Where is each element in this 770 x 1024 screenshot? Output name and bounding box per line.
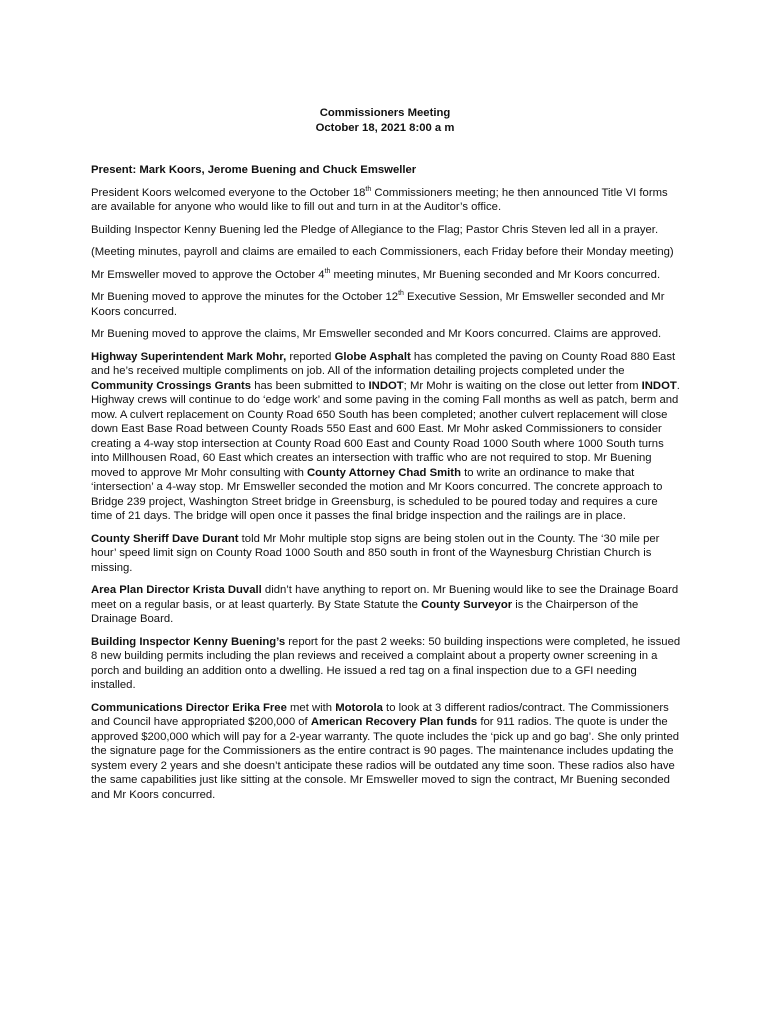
- paragraph-text: reported: [286, 350, 335, 363]
- paragraph-text: met with: [286, 701, 336, 714]
- title-line-1: Commissioners Meeting: [319, 107, 451, 119]
- paragraph-text: told Mr Mohr multiple stop signs are being stolen out in the County. The ‘30 mile per hour’ speed limit sign on County Road 1000 South and 850 south in front of the Waynesburg Christian Church is missing.: [91, 532, 660, 574]
- highlight-term: American Recovery Plan funds: [310, 716, 478, 728]
- ordinal-suffix: th: [324, 267, 331, 275]
- paragraph-text: didn’t have anything to report on. Mr Buening would like to see the Drainage Board meet on a regular basis, or at least quarterly. By State Statute the: [91, 584, 679, 611]
- title-line-2: October 18, 2021 8:00 a m: [315, 122, 455, 134]
- paragraph-text: Executive Session, Mr Emsweller seconded and Mr Koors concurred.: [91, 291, 665, 318]
- ordinal-suffix: th: [365, 185, 372, 193]
- paragraph-text: ; Mr Mohr is waiting on the close out letter from: [403, 379, 642, 392]
- paragraph-text: Mr Emsweller moved to approve the October 4: [91, 268, 325, 281]
- paragraph-text: is the Chairperson of the Drainage Board.: [91, 598, 639, 625]
- highlight-term: Community Crossings Grants: [91, 379, 252, 392]
- paragraph-executive-session: [91, 290, 681, 319]
- paragraph-text: has been submitted to: [251, 379, 369, 392]
- paragraph-text: to write an ordinance to make that ‘intersection’ a 4-way stop. Mr Emsweller seconded the motion and Mr Koors concurred. The concrete approach to Bridge 239 project, Washington Street bridge in Greensburg, is scheduled to be poured today and requires a cure time of 21 days. The bridge will open once it passes the final bridge inspection and the railings are in place.: [91, 466, 663, 522]
- paragraph-minutes-approval: [91, 268, 681, 283]
- paragraph-communications-report: [91, 701, 681, 803]
- paragraph-note: (Meeting minutes, payroll and claims are emailed to each Commissioners, each Friday before their Monday meeting): [91, 246, 674, 258]
- paragraph-text: . Highway crews will continue to do ‘edge work’ and some paving in the coming Fall months as well as patch, berm and mow. A culvert replacement on County Road 650 South has been completed; another culvert replacement will close down East Base Road between County Roads 550 East and 600 East. Mr Mohr asked Commissioners to consider creating a 4-way stop intersection at County Road 600 East and County Road 1000 South where 1000 South turns into Millhousen Road, 60 East which creates an intersection with traffic who are not required to stop. Mr Buening moved to approve Mr Mohr consulting with: [91, 379, 680, 479]
- highlight-term: Motorola: [335, 701, 383, 714]
- highlight-term: County Attorney Chad Smith: [307, 466, 461, 479]
- document-body: [91, 163, 681, 802]
- document-title: [0, 106, 770, 136]
- paragraph-text: for 911 radios. The quote is under the approved $200,000 which will pay for a 2-year warranty. The quote includes the ‘pick up and go bag’. She only printed the signature page for the Commissioners as the entire contract is 90 pages. The maintenance includes updating the system every 2 years and she doesn’t anticipate these radios will be outdated any time soon. These radios also have the same capabilities just like sitting at the console. Mr Emsweller moved to sign the contract, Mr Buening seconded and Mr Koors concurred.: [91, 716, 680, 801]
- paragraph-welcome: [91, 186, 681, 215]
- paragraph-text: to look at 3 different radios/contract. The Commissioners and Council have appropriated $200,000 of: [91, 701, 669, 728]
- paragraph-text: President Koors welcomed everyone to the October 18: [91, 186, 366, 199]
- paragraph-text: meeting minutes, Mr Buening seconded and Mr Koors concurred.: [330, 268, 661, 281]
- highlight-term: County Surveyor: [421, 598, 513, 611]
- speaker-name: Building Inspector Kenny Buening’s: [91, 635, 286, 648]
- paragraph-pledge: Building Inspector Kenny Buening led the Pledge of Allegiance to the Flag; Pastor Chris Steven led all in a prayer.: [91, 223, 659, 236]
- attendance-line: Present: Mark Koors, Jerome Buening and Chuck Emsweller: [91, 164, 417, 176]
- speaker-name: County Sheriff Dave Durant: [91, 532, 239, 545]
- paragraph-highway-report: [91, 350, 681, 524]
- speaker-name: Communications Director Erika Free: [91, 701, 287, 714]
- paragraph-text: Commissioners meeting; he then announced Title VI forms are available for anyone who would like to fill out and turn in at the Auditor’s office.: [91, 186, 668, 213]
- paragraph-text: report for the past 2 weeks: 50 building inspections were completed, he issued 8 new building permits including the plan reviews and received a complaint about a property owner screening in a porch and building an addition onto a dwelling. He issued a red tag on a final inspection due to a GFI needing installed.: [91, 635, 681, 691]
- paragraph-area-plan-report: [91, 583, 681, 627]
- paragraph-text: Mr Buening moved to approve the minutes for the October 12: [91, 291, 399, 303]
- highlight-term: Globe Asphalt: [334, 350, 411, 363]
- speaker-name: Area Plan Director Krista Duvall: [91, 584, 262, 596]
- paragraph-building-report: [91, 635, 681, 693]
- paragraph-sheriff-report: [91, 532, 681, 576]
- speaker-name: Highway Superintendent Mark Mohr,: [91, 350, 287, 363]
- paragraph-text: has completed the paving on County Road 880 East and he’s received multiple compliments on job. All of the information detailing projects completed under the: [91, 350, 676, 377]
- ordinal-suffix: th: [398, 290, 404, 298]
- paragraph-claims: Mr Buening moved to approve the claims, Mr Emsweller seconded and Mr Koors concurred. Claims are approved.: [91, 328, 662, 340]
- highlight-term: INDOT: [641, 379, 677, 392]
- highlight-term: INDOT: [368, 379, 404, 392]
